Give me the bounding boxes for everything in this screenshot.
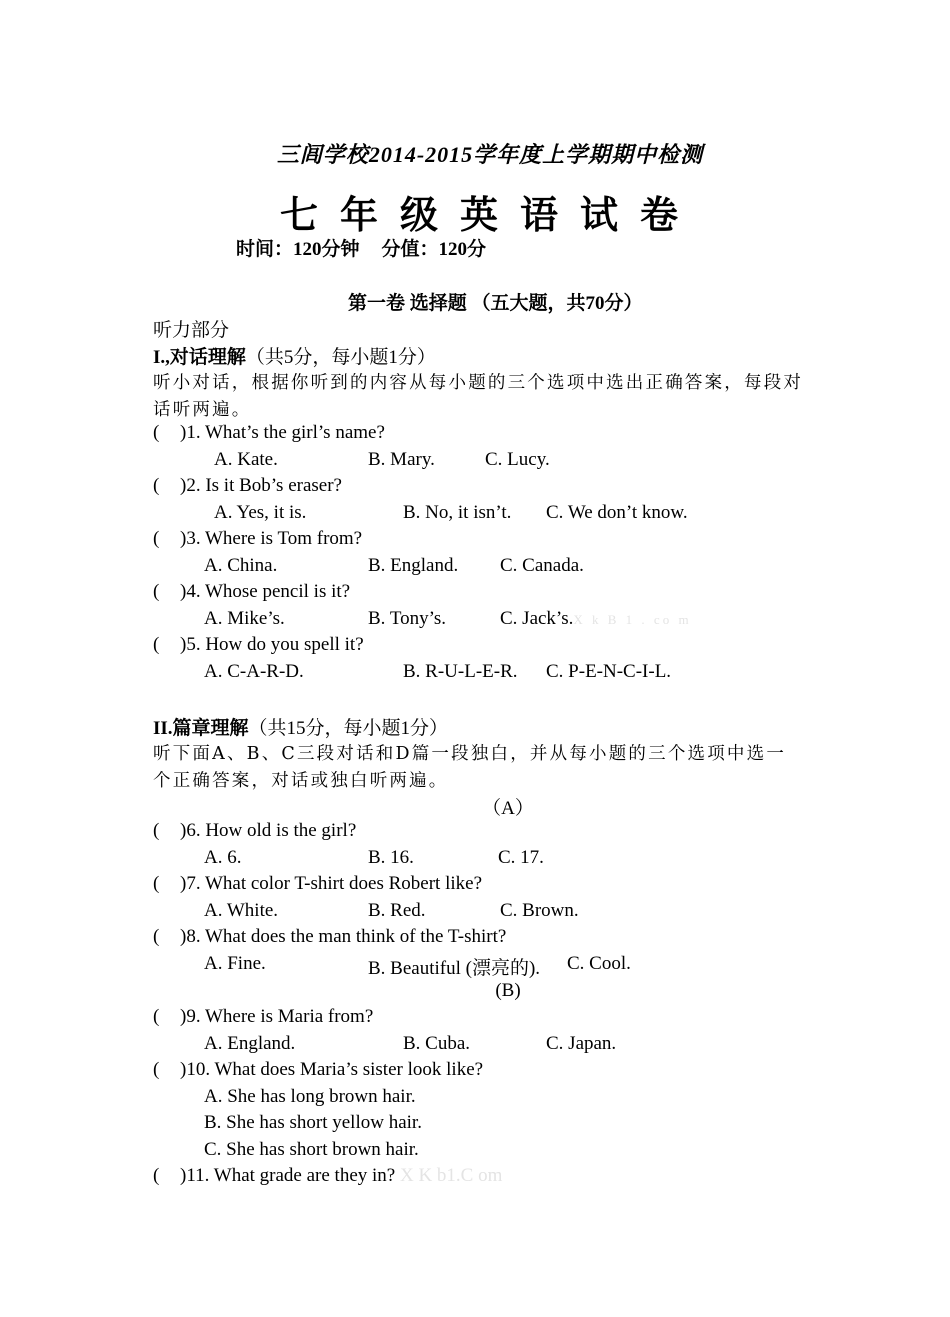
q6-option-a: A. 6. [204, 847, 242, 868]
question-5 [153, 634, 364, 656]
part1-heading [153, 342, 436, 369]
answer-paren[interactable]: ( [153, 634, 160, 655]
q1-option-a: A. Kate. [214, 449, 278, 470]
question-3 [153, 528, 362, 550]
answer-paren[interactable]: ( [153, 873, 160, 894]
q2-option-a: A. Yes, it is. [214, 502, 307, 523]
q10-option-a: A. She has long brown hair. [204, 1086, 416, 1107]
watermark-text: X K b1.C om [399, 1165, 503, 1186]
question-6 [153, 820, 356, 842]
answer-paren[interactable]: ( [153, 528, 160, 549]
part1-instruction-line1: 听小对话，根据你听到的内容从每小题的三个选项中选出正确答案，每段对 [153, 373, 804, 393]
question-9 [153, 1006, 373, 1028]
q5-option-a: A. C-A-R-D. [204, 661, 304, 682]
answer-paren[interactable]: ( [153, 581, 160, 602]
q9-option-a: A. England. [204, 1033, 296, 1054]
watermark-text: X k B 1 . co m [573, 612, 692, 627]
answer-paren[interactable]: ( [153, 422, 160, 443]
question-8 [153, 926, 506, 948]
q2-option-c: C. We don’t know. [546, 502, 688, 523]
question-stem: )2. Is it Bob’s eraser? [180, 475, 342, 496]
q7-option-b: B. Red. [368, 900, 426, 921]
dialogue-a-label: （A） [482, 798, 534, 819]
q2-option-b: B. No, it isn’t. [403, 502, 512, 523]
part2-instruction-line2: 个正确答案，对话或独白听两遍。 [153, 771, 449, 791]
part1-heading-note: （共5分，每小题1分） [245, 347, 436, 368]
answer-paren[interactable]: ( [153, 1059, 160, 1080]
answer-paren[interactable]: ( [153, 1165, 160, 1186]
part1-instruction-line2: 话听两遍。 [153, 400, 252, 420]
question-stem: )3. Where is Tom from? [180, 528, 363, 549]
question-7 [153, 873, 482, 895]
q9-option-c: C. Japan. [546, 1033, 617, 1054]
exam-time: 时间：120分钟 [236, 239, 360, 260]
part2-instruction-line1: 听下面A、B、C三段对话和D篇一段独白，并从每小题的三个选项中选一 [153, 744, 787, 764]
q8-option-b: B. Beautiful (漂亮的). [368, 958, 541, 979]
listening-label: 听力部分 [153, 320, 230, 341]
q8-option-a: A. Fine. [204, 953, 266, 974]
question-1 [153, 422, 385, 444]
q4-option-c [500, 608, 692, 630]
q6-option-c: C. 17. [498, 847, 544, 868]
q3-option-a: A. China. [204, 555, 278, 576]
q4-option-a: A. Mike’s. [204, 608, 285, 629]
question-stem: )4. Whose pencil is it? [180, 581, 351, 602]
question-stem: )10. What does Maria’s sister look like? [180, 1059, 484, 1080]
dialogue-b-label: (B) [495, 980, 521, 1001]
part1-heading-title: I.,对话理解 [153, 347, 246, 368]
q1-option-b: B. Mary. [368, 449, 435, 470]
answer-paren[interactable]: ( [153, 926, 160, 947]
part2-heading-title: II.篇章理解 [153, 718, 249, 739]
q6-option-b: B. 16. [368, 847, 414, 868]
question-stem: )5. How do you spell it? [180, 634, 364, 655]
part2-heading-note: （共15分，每小题1分） [248, 718, 449, 739]
q9-option-b: B. Cuba. [403, 1033, 471, 1054]
question-11 [153, 1165, 502, 1187]
question-stem: )6. How old is the girl? [180, 820, 357, 841]
question-stem: )8. What does the man think of the T-shirt? [180, 926, 507, 947]
question-stem: )7. What color T-shirt does Robert like? [180, 873, 483, 894]
q4-option-c-text: C. Jack’s. [500, 608, 574, 629]
question-2 [153, 475, 342, 497]
q8-option-c: C. Cool. [567, 953, 631, 974]
section1-title: 第一卷 选择题 （五大题，共70分） [348, 293, 643, 314]
exam-info [236, 234, 486, 261]
question-stem: )9. Where is Maria from? [180, 1006, 374, 1027]
q7-option-c: C. Brown. [500, 900, 579, 921]
q10-option-c: C. She has short brown hair. [204, 1139, 419, 1160]
q4-option-b: B. Tony’s. [368, 608, 447, 629]
q5-option-c: C. P-E-N-C-I-L. [546, 661, 672, 682]
answer-paren[interactable]: ( [153, 1006, 160, 1027]
exam-title: 七年级英语试卷 [279, 193, 700, 237]
answer-paren[interactable]: ( [153, 820, 160, 841]
q7-option-a: A. White. [204, 900, 279, 921]
q3-option-c: C. Canada. [500, 555, 584, 576]
question-4 [153, 581, 350, 603]
q1-option-c: C. Lucy. [485, 449, 550, 470]
q5-option-b: B. R-U-L-E-R. [403, 661, 518, 682]
question-stem: )1. What’s the girl’s name? [180, 422, 385, 443]
school-title: 三闾学校2014-2015学年度上学期期中检测 [276, 142, 704, 167]
question-10 [153, 1059, 483, 1081]
q3-option-b: B. England. [368, 555, 459, 576]
answer-paren[interactable]: ( [153, 475, 160, 496]
q10-option-b: B. She has short yellow hair. [204, 1112, 422, 1133]
exam-score: 分值：120分 [381, 239, 487, 260]
part2-heading [153, 713, 448, 740]
question-stem: )11. What grade are they in? [180, 1165, 396, 1186]
